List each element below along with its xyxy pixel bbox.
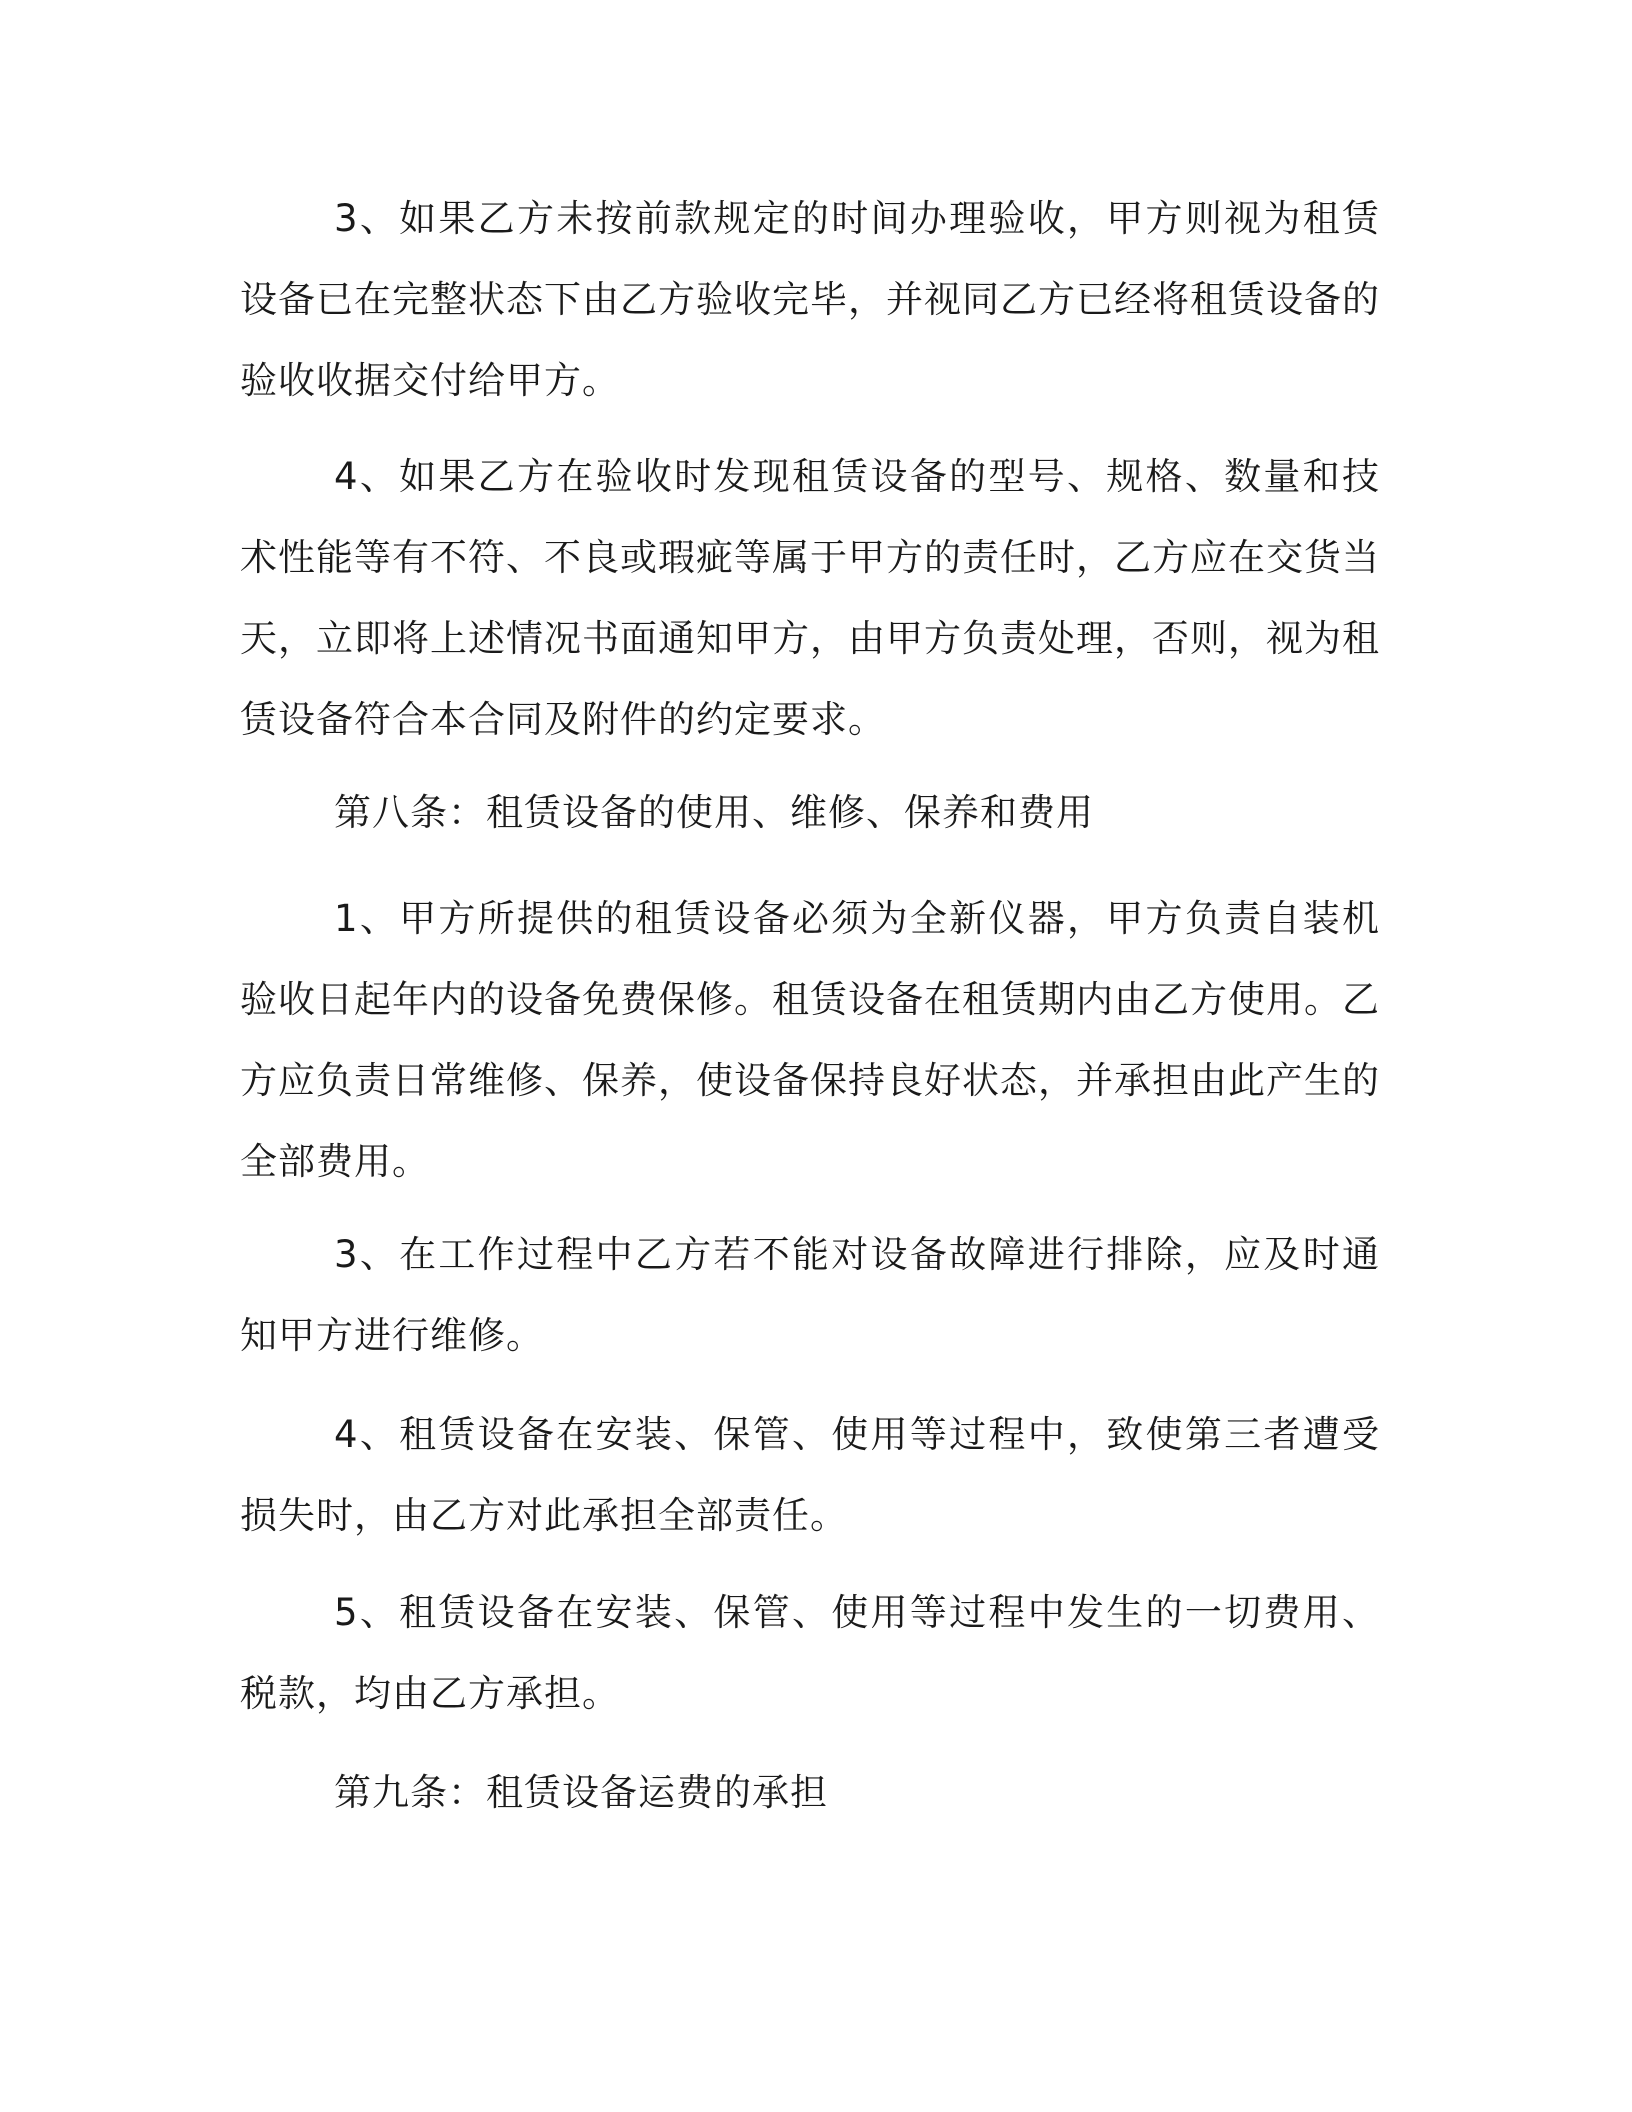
clause-7-3-paragraph: 3、如果乙方未按前款规定的时间办理验收，甲方则视为租赁设备已在完整状态下由乙方验收完毕，并视同乙方已经将租赁设备的验收收据交付给甲方。 — [240, 197, 1380, 402]
article-9-heading: 第九条：租赁设备运费的承担 — [334, 1771, 828, 1814]
clause-7-4-paragraph: 4、如果乙方在验收时发现租赁设备的型号、规格、数量和技术性能等有不符、不良或瑕疵等属于甲方的责任时，乙方应在交货当天，立即将上述情况书面通知甲方，由甲方负责处理，否则，视为租赁设备符合本合同及附件的约定要求。 — [240, 455, 1380, 741]
clause-8-4-paragraph: 4、租赁设备在安装、保管、使用等过程中，致使第三者遭受损失时，由乙方对此承担全部责任。 — [240, 1413, 1380, 1537]
article-8-heading: 第八条：租赁设备的使用、维修、保养和费用 — [334, 791, 1094, 834]
clause-8-3-paragraph: 3、在工作过程中乙方若不能对设备故障进行排除，应及时通知甲方进行维修。 — [240, 1233, 1380, 1357]
clause-8-5-paragraph: 5、租赁设备在安装、保管、使用等过程中发生的一切费用、税款，均由乙方承担。 — [240, 1591, 1380, 1715]
clause-8-1-paragraph: 1、甲方所提供的租赁设备必须为全新仪器，甲方负责自装机验收日起年内的设备免费保修。租赁设备在租赁期内由乙方使用。乙方应负责日常维修、保养，使设备保持良好状态，并承担由此产生的全部费用。 — [240, 897, 1380, 1183]
